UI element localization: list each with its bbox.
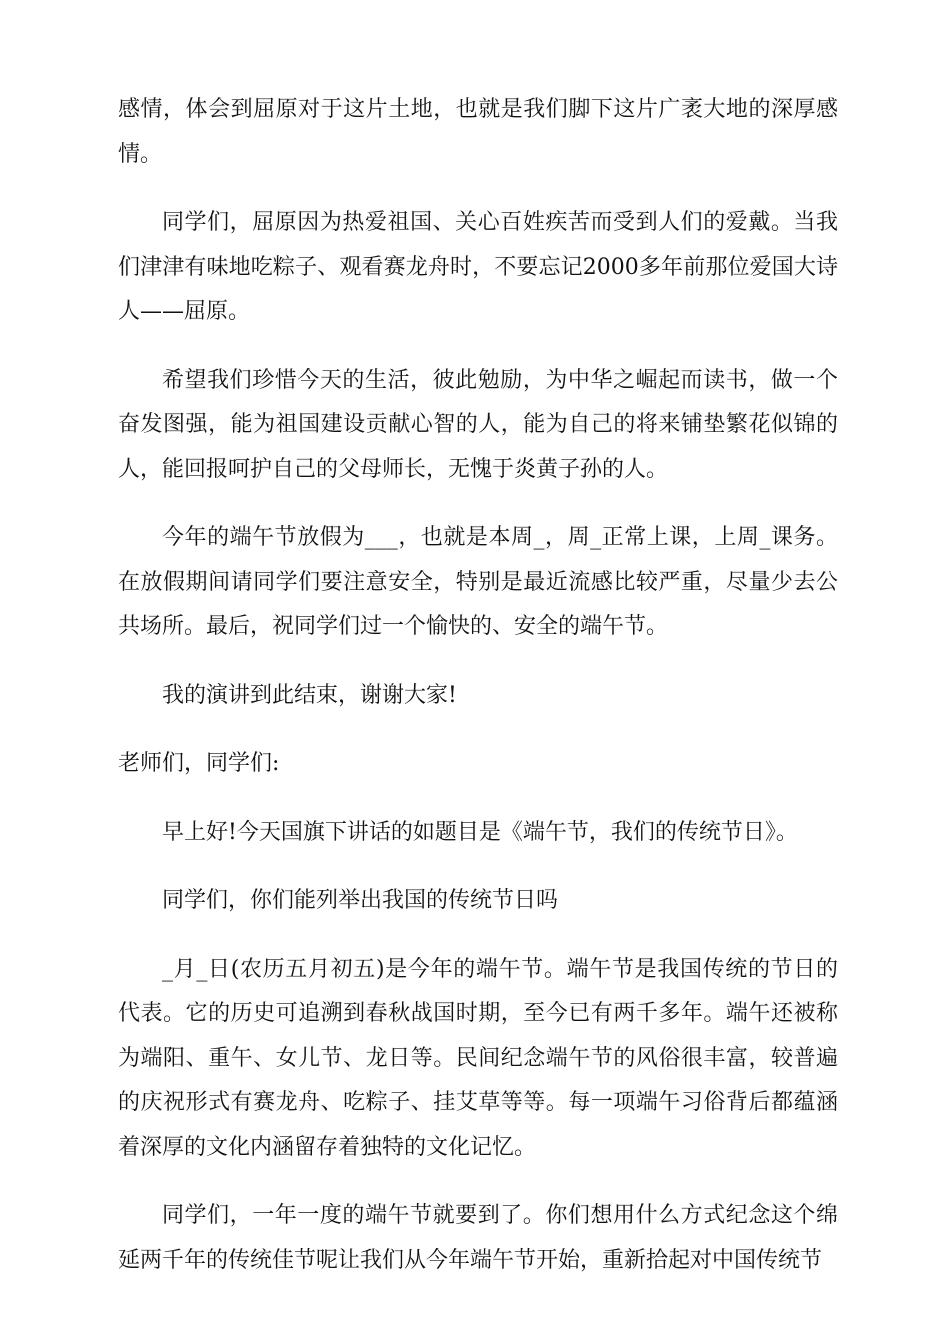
paragraph-4: 今年的端午节放假为___，也就是本周_，周_正常上课，上周_课务。在放假期间请同学们要注意安全，特别是最近流感比较严重，尽量少去公共场所。最后，祝同学们过一个愉快的、安全的端午节。 bbox=[118, 525, 838, 639]
paragraph-8: 同学们，你们能列举出我国的传统节日吗 bbox=[162, 888, 559, 913]
paragraph-5: 我的演讲到此结束，谢谢大家! bbox=[162, 682, 457, 708]
paragraph-2: 同学们，屈原因为热爱祖国、关心百姓疾苦而受到人们的爱戴。当我们津津有味地吃粽子、观看赛龙舟时，不要忘记2000多年前那位爱国大诗人——屈原。 bbox=[118, 210, 838, 324]
document-body bbox=[118, 88, 838, 1307]
paragraph-1: 感情，体会到屈原对于这片土地，也就是我们脚下这片广袤大地的深厚感情。 bbox=[118, 97, 838, 167]
paragraph-3: 希望我们珍惜今天的生活，彼此勉励，为中华之崛起而读书，做一个奋发图强，能为祖国建设贡献心智的人，能为自己的将来铺垫繁花似锦的人，能回报呵护自己的父母师长，无愧于炎黄子孙的人。 bbox=[118, 367, 838, 482]
paragraph-7: 早上好!今天国旗下讲话的如题目是《端午节，我们的传统节日》。 bbox=[162, 819, 798, 845]
paragraph-6: 老师们，同学们: bbox=[118, 751, 280, 776]
paragraph-9: _月_日(农历五月初五)是今年的端午节。端午节是我国传统的节日的代表。它的历史可追溯到春秋战国时期，至今已有两千多年。端午还被称为端阳、重午、女儿节、龙日等。民间纪念端午节的风俗很丰富，较普遍的庆祝形式有赛龙舟、吃粽子、挂艾草等等。每一项端午习俗背后都蕴涵着深厚的文化内涵留存着独特的文化记忆。 bbox=[118, 956, 838, 1160]
paragraph-10: 同学们，一年一度的端午节就要到了。你们想用什么方式纪念这个绵延两千年的传统佳节呢让我们从今年端午节开始，重新拾起对中国传统节 bbox=[118, 1203, 838, 1273]
